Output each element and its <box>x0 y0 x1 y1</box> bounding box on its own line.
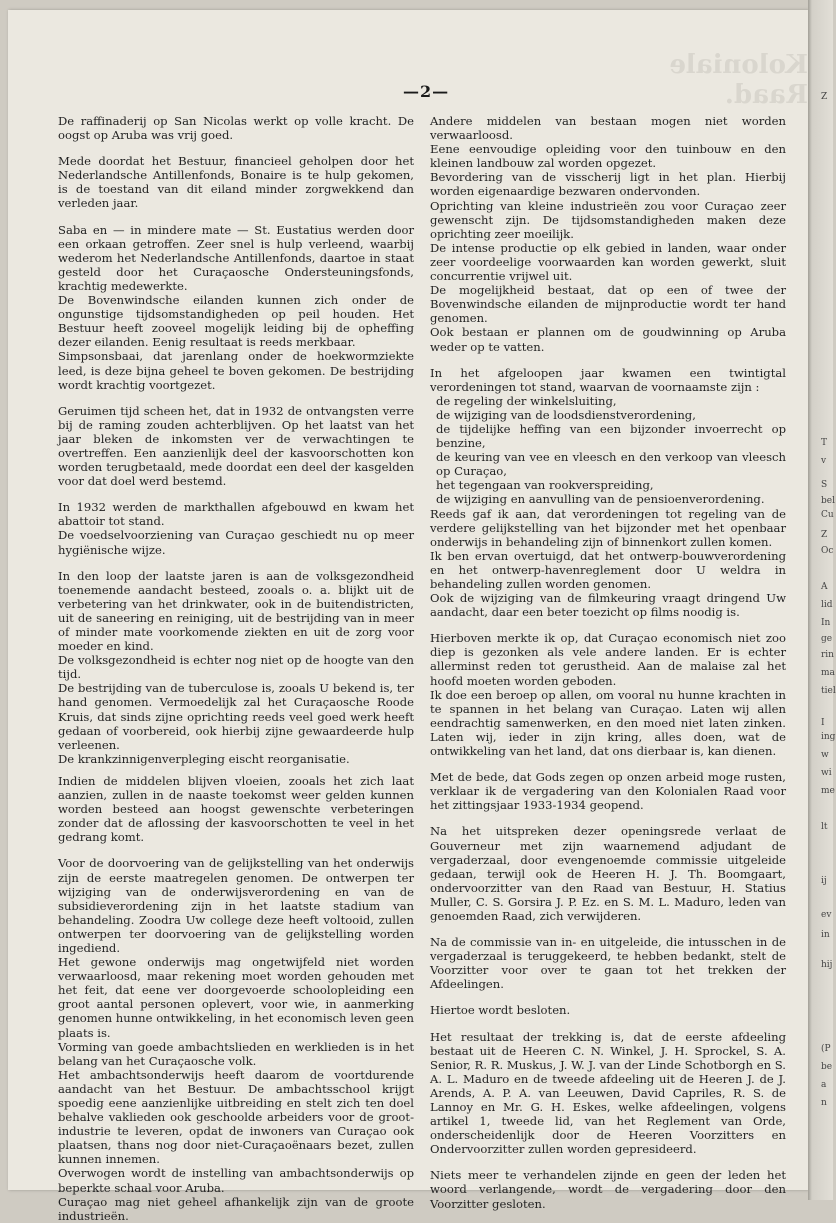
right-text-column <box>430 114 786 1211</box>
margin-fragment: Z <box>821 92 828 102</box>
margin-fragment: w <box>821 750 829 760</box>
paragraph: Andere middelen van bestaan mogen niet worden verwaarloosd. <box>430 114 786 143</box>
paragraph: Het ambachtsonderwijs heeft daarom de voortdurende aandacht van het Bestuur. De ambachtsschool krijgt spoedig eene aanzienlijke uitbreiding en stelt zich ten doel behalve vaklieden ook geschoolde arbeiders voor de groot-industrie te leveren, opdat de inwoners van Curaçao ook plaatsen, thans nog door niet-Curaçaoënaars bezet, zullen kunnen innemen. <box>58 1067 414 1167</box>
paragraph: Ik doe een beroep op allen, om vooral nu hunne krachten in te spannen in het belang van Curaçao. Laten wij allen eendrachtig samenwerken, en den moed niet laten zinken. Laten wij, ieder in zijn kring, alles doen, wat de ontwikkeling van het land, dat ons dierbaar is, kan dienen. <box>430 687 786 759</box>
paragraph: In 1932 werden de markthallen afgebouwd en kwam het abattoir tot stand. <box>58 500 414 529</box>
left-text-column <box>58 114 414 1223</box>
document-page <box>8 10 808 1223</box>
bleed-through-heading: Koloniale Raad. <box>669 50 808 110</box>
list-item: de keuring van vee en vleesch en den verkoop van vleesch op Curaçao, <box>436 450 786 479</box>
paragraph: Eene eenvoudige opleiding voor den tuinbouw en den kleinen landbouw zal worden opgezet. <box>430 142 786 171</box>
margin-fragment: lt <box>821 822 828 832</box>
margin-fragment: rin <box>821 650 834 660</box>
paragraph: De Bovenwindsche eilanden kunnen zich onder de ongunstige tijdsomstandigheden op peil houden. Het Bestuur heeft zooveel mogelijk leiding bij de opheffing dezer eilanden. Eenig resultaat is reeds merkbaar. <box>58 293 414 350</box>
paragraph: In het afgeloopen jaar kwamen een twintigtal verordeningen tot stand, waarvan de voornaamste zijn : <box>430 365 786 394</box>
margin-fragment: A <box>821 582 828 592</box>
paragraph: Oprichting van kleine industrieën zou voor Curaçao zeer gewenscht zijn. De tijdsomstandigheden maken deze oprichting zeer moeilijk. <box>430 198 786 241</box>
paragraph: De volksgezondheid is echter nog niet op de hoogte van den tijd. <box>58 653 414 682</box>
margin-fragment: ij <box>821 876 827 886</box>
paragraph: Overwogen wordt de instelling van ambachtsonderwijs op beperkte schaal voor Aruba. <box>58 1166 414 1195</box>
margin-fragment: ing <box>821 732 836 742</box>
margin-fragment: T <box>821 438 828 448</box>
paragraph: Simpsonsbaai, dat jarenlang onder de hoekwormziekte leed, is deze bijna geheel te boven gekomen. De bestrijding wordt krachtig voortgezet. <box>58 349 414 392</box>
paragraph: De intense productie op elk gebied in landen, waar onder zeer voordeelige voorwaarden kan worden gewerkt, sluit concurrentie vrijwel uit. <box>430 240 786 284</box>
margin-fragment: ge <box>821 634 833 644</box>
margin-fragment: tiel <box>821 686 836 696</box>
margin-fragment: Cu <box>821 510 834 520</box>
page-number: —2— <box>403 82 450 101</box>
paragraph: Ik ben ervan overtuigd, dat het ontwerp-bouwverordening en het ontwerp-havenreglement door U weldra in behandeling zullen worden genomen. <box>430 548 786 591</box>
adjacent-page-edge <box>808 0 836 1200</box>
margin-fragment: I <box>821 718 825 728</box>
margin-fragment: (P <box>821 1044 831 1054</box>
paragraph: Voor de doorvoering van de gelijkstelling van het onderwijs zijn de eerste maatregelen genomen. De ontwerpen ter wijziging van de onderwijsverordening en van de subsidieverordening zijn in het laatste stadium van behandeling. Zoodra Uw college deze heeft voltooid, zullen ontwerpen ter doorvoering van de gelijkstelling worden ingediend. <box>58 856 414 955</box>
paragraph: De krankzinnigenverpleging eischt reorganisatie. <box>58 751 350 766</box>
list-item: de regeling der winkelsluiting, <box>436 393 617 408</box>
paragraph: Curaçao mag niet geheel afhankelijk zijn van de groote industrieën. <box>58 1194 414 1223</box>
margin-fragment: In <box>821 618 831 628</box>
paragraph: Saba en — in mindere mate — St. Eustatius werden door een orkaan getroffen. Zeer snel is hulp verleend, waarbij wederom het Nederlandsche Antillenfonds, daartoe in staat gesteld door het Curaçaosche Ondersteuningsfonds, krachtig medewerkte. <box>58 222 414 293</box>
margin-fragment: n <box>821 1098 827 1108</box>
margin-fragment: lid <box>821 600 833 610</box>
margin-fragment: a <box>821 1080 827 1090</box>
margin-fragment: hij <box>821 960 833 970</box>
margin-fragment: S <box>821 480 828 490</box>
list-item: de tijdelijke heffing van een bijzonder invoerrecht op benzine, <box>436 421 786 451</box>
paragraph: Het gewone onderwijs mag ongetwijfeld niet worden verwaarloosd, maar rekening moet worden gehouden met het feit, dat eene ver doorgevoerde schoolopleiding een groot aantal personen oplevert, voor wie, in aanmerking genomen hunne ontwikkeling, in het economisch leven geen plaats is. <box>58 955 414 1040</box>
paragraph: In den loop der laatste jaren is aan de volksgezondheid toenemende aandacht besteed, zooals o. a. blijkt uit de verbetering van het drinkwater, ook in de buitendistricten, uit de saneering en reiniging, uit de bestrijding van in meer of minder mate voorkomende ziekten en uit de zorg voor moeder en kind. <box>58 568 414 654</box>
margin-fragment: wi <box>821 768 832 778</box>
paragraph: Ook bestaan er plannen om de goudwinning op Aruba weder op te vatten. <box>430 325 786 354</box>
paragraph: De voedselvoorziening van Curaçao geschiedt nu op meer hygiënische wijze. <box>58 528 414 557</box>
margin-fragment: ma <box>821 668 835 678</box>
paragraph: Bevordering van de visscherij ligt in het plan. Hierbij worden eigenaardige bezwaren ondervonden. <box>430 170 786 199</box>
margin-fragment: Oc <box>821 546 834 556</box>
paragraph: Na het uitspreken dezer openingsrede verlaat de Gouverneur met zijn waarnemend adjudant de vergaderzaal, door evengenoemde commissie uitgeleide gedaan, terwijl ook de Heeren H. J. Th. Boomgaart, ondervoorzitter van den Raad van Bestuur, H. Statius Muller, C. S. Gorsira J. P. Ez. en S. M. L. Maduro, leden van genoemden Raad, zich verwijderen. <box>430 824 786 923</box>
list-item: de wijziging en aanvulling van de pensioenverordening. <box>436 492 765 507</box>
paragraph: Geruimen tijd scheen het, dat in 1932 de ontvangsten verre bij de raming zouden achterblijven. Op het laatst van het jaar bleken de inkomsten ver de verwachtingen te overtreffen. Een aanzienlijk deel der kasvoorschotten kon worden terugbetaald, mede doordat een deel der kasgelden voor dat doel werd bestemd. <box>58 403 414 489</box>
margin-fragment: in <box>821 930 830 940</box>
paragraph: Hierboven merkte ik op, dat Curaçao economisch niet zoo diep is gezonken als vele andere landen. Er is echter allerminst reden tot gerustheid. Aan de malaise zal het hoofd moeten worden geboden. <box>430 631 786 688</box>
paragraph: Indien de middelen blijven vloeien, zooals het zich laat aanzien, zullen in de naaste toekomst weer gelden kunnen worden besteed aan hoogst gewenschte verbeteringen zonder dat de aflossing der kasvoorschotten te veel in het gedrang komt. <box>58 773 414 845</box>
margin-fragment: v <box>821 456 827 466</box>
margin-fragment: ev <box>821 910 832 920</box>
paragraph: De bestrijding van de tuberculose is, zooals U bekend is, ter hand genomen. Vermoedelijk zal het Curaçaosche Roode Kruis, dat sinds zijne oprichting reeds veel goed werk heeft gedaan of voorbereid, ook hierbij zijne gewaardeerde hulp verleenen. <box>58 681 414 752</box>
paragraph: Het resultaat der trekking is, dat de eerste afdeeling bestaat uit de Heeren C. N. Winkel, J. H. Sprockel, S. A. Senior, R. R. Muskus, J. W. J. van der Linde Schotborgh en S. A. L. Maduro en de tweede afdeeling uit de Heeren J. de J. Arends, A. P. A. van Leeuwen, David Capriles, R. S. de Lannoy en Mr. G. H. Eskes, welke afdeelingen, volgens artikel 1, tweede lid, van het Reglement van Orde, onderscheidenlijk door de Heeren Voorzitters en Ondervoorzitter zullen worden gepresideerd. <box>430 1029 786 1157</box>
margin-fragment: bel <box>821 496 835 506</box>
paragraph: Na de commissie van in- en uitgeleide, die intusschen in de vergaderzaal is teruggekeerd, te hebben bedankt, stelt de Voorzitter voor over te gaan tot het trekken der Afdeelingen. <box>430 935 786 992</box>
paragraph: Met de bede, dat Gods zegen op onzen arbeid moge rusten, verklaar ik de vergadering van den Kolonialen Raad voor het zittingsjaar 1933-1934 geopend. <box>430 770 786 813</box>
paragraph: Vorming van goede ambachtslieden en werklieden is in het belang van het Curaçaosche volk. <box>58 1039 414 1068</box>
margin-fragment: Z <box>821 530 828 540</box>
margin-fragment: be <box>821 1062 833 1072</box>
paragraph: De mogelijkheid bestaat, dat op een of twee der Bovenwindsche eilanden de mijnproductie wordt ter hand genomen. <box>430 283 786 326</box>
paragraph: Reeds gaf ik aan, dat verordeningen tot regeling van de verdere gelijkstelling van het bijzonder met het openbaar onderwijs in behandeling zijn of binnenkort zullen komen. <box>430 506 786 549</box>
paragraph: De raffinaderij op San Nicolas werkt op volle kracht. De oogst op Aruba was vrij goed. <box>58 114 414 143</box>
margin-fragment: me <box>821 786 835 796</box>
paragraph: Niets meer te verhandelen zijnde en geen der leden het woord verlangende, wordt de vergadering door den Voorzitter gesloten. <box>430 1168 786 1211</box>
paragraph: Ook de wijziging van de filmkeuring vraagt dringend Uw aandacht, daar een beter toezicht op films noodig is. <box>430 591 786 620</box>
list-item: het tegengaan van rookverspreiding, <box>436 478 654 493</box>
paragraph: Hiertoe wordt besloten. <box>430 1003 571 1018</box>
list-item: de wijziging van de loodsdienstverordening, <box>436 407 696 422</box>
paragraph: Mede doordat het Bestuur, financieel geholpen door het Nederlandsche Antillenfonds, Bonaire is te hulp gekomen, is de toestand van dit eiland minder zorgwekkend dan verleden jaar. <box>58 154 414 211</box>
